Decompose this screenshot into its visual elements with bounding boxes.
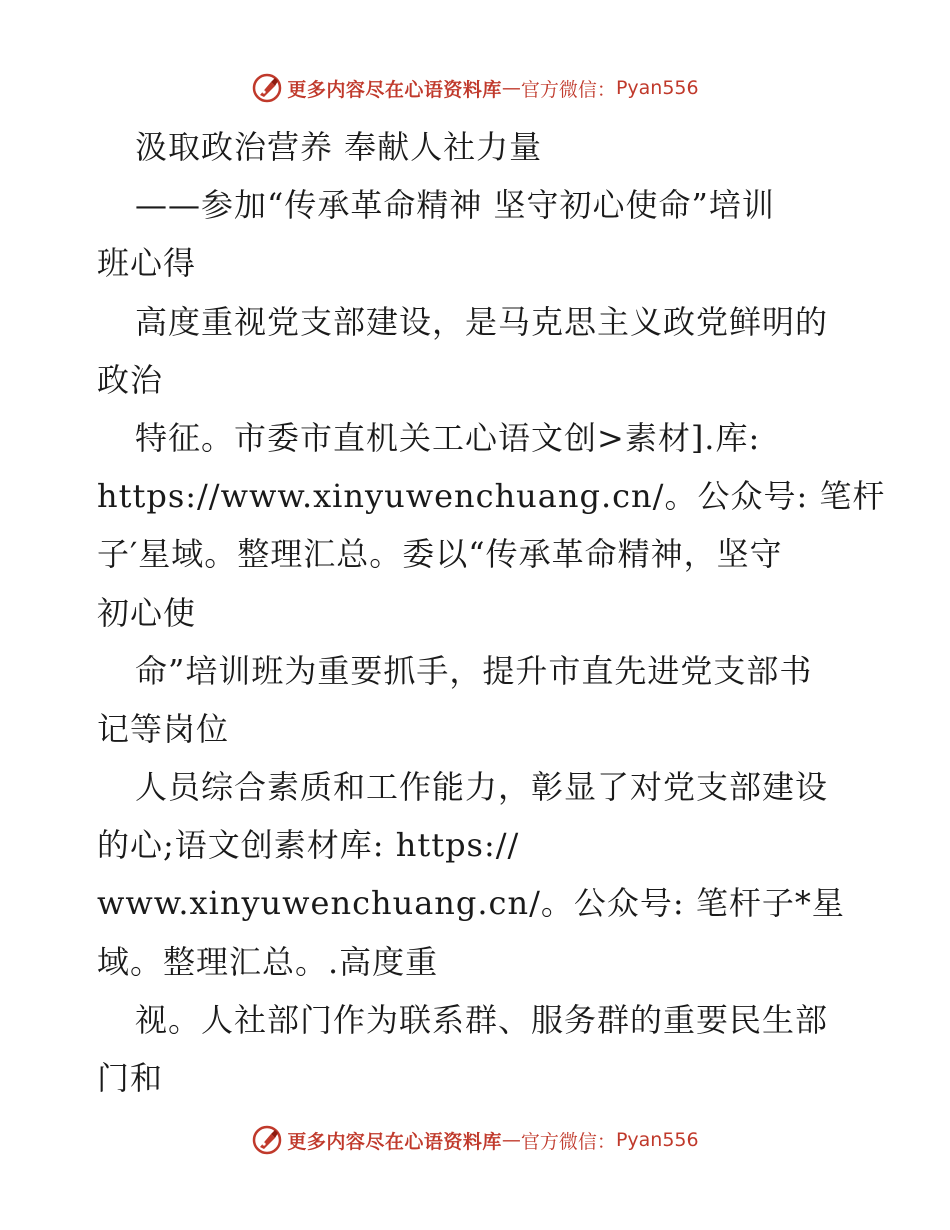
banner-wechat-label: 官方微信：	[520, 78, 616, 101]
paragraph-line: 特征。市委市直机关工心语文创>素材].库:	[135, 418, 761, 457]
paragraph-line: 记等岗位	[97, 709, 230, 748]
doc-subtitle: ——参加“传承革命精神 坚守初心使命”培训	[135, 186, 775, 225]
document-body	[97, 118, 886, 1107]
banner-main-text: 更多内容尽在心语资料库	[287, 78, 502, 101]
banner-wechat-label: 官方微信：	[520, 1130, 616, 1153]
header-banner	[0, 68, 950, 108]
pen-nib-logo-icon	[251, 72, 283, 104]
banner-wechat-id: Pyan556	[615, 77, 699, 99]
paragraph-line: 门和	[97, 1059, 164, 1097]
paragraph-line: 人员综合素质和工作能力，彰显了对党支部建设	[135, 768, 829, 807]
pen-nib-logo-icon	[251, 1124, 283, 1156]
banner-main-text: 更多内容尽在心语资料库	[287, 1130, 502, 1153]
paragraph-line: 的心;语文创素材库: https://	[97, 826, 520, 865]
paragraph-line: 政治	[97, 360, 164, 399]
banner-wechat-id: Pyan556	[615, 1129, 699, 1151]
paragraph-line: 域。整理汇总。.高度重	[97, 942, 439, 981]
paragraph-line: 初心使	[97, 593, 197, 632]
paragraph-line: https://www.xinyuwenchuang.cn/。公众号: 笔杆	[97, 477, 886, 516]
doc-subtitle-cont: 班心得	[97, 244, 197, 283]
paragraph-line: www.xinyuwenchuang.cn/。公众号: 笔杆子*星	[97, 884, 845, 923]
footer-banner	[0, 1120, 950, 1160]
paragraph-line: 子′星域。整理汇总。委以“传承革命精神，坚守	[97, 535, 783, 574]
doc-title: 汲取政治营养 奉献人社力量	[135, 128, 543, 166]
banner-dash: —	[501, 1129, 521, 1151]
paragraph-line: 视。人社部门作为联系群、服务群的重要民生部	[135, 1000, 829, 1039]
paragraph-line: 命”培训班为重要抓手，提升市直先进党支部书	[135, 651, 813, 690]
paragraph-line: 高度重视党支部建设，是马克思主义政党鲜明的	[135, 302, 829, 341]
banner-dash: —	[501, 77, 521, 99]
